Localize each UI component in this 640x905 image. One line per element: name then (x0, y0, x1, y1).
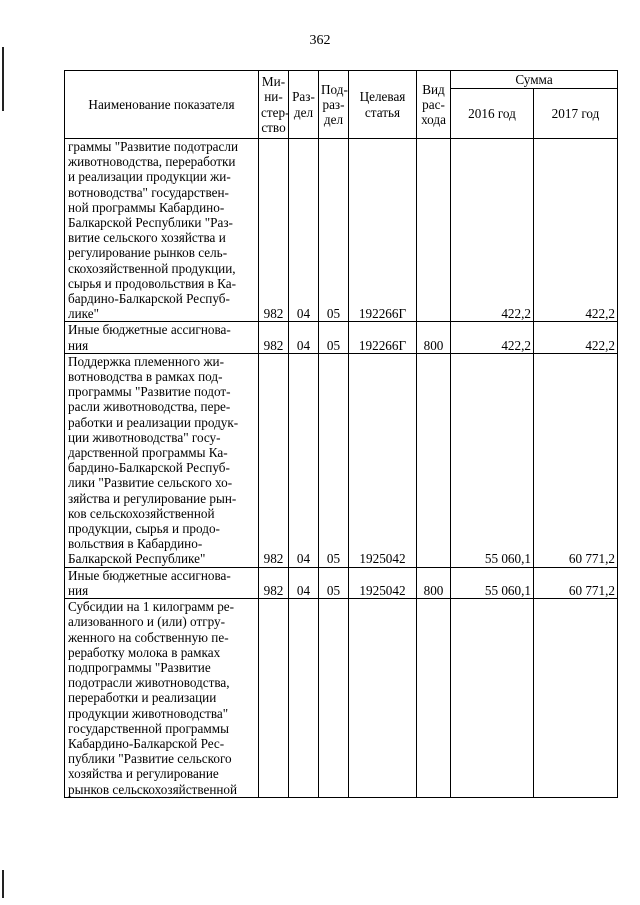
row-sum-2017 (534, 599, 618, 798)
col-header-ministry: Ми- ни- стер- ство (259, 71, 289, 139)
row-sum-2017: 422,2 (534, 322, 618, 353)
row-section (289, 599, 319, 798)
col-header-expense-type: Вид рас- хода (417, 71, 451, 139)
row-name: граммы "Развитие подотрасли животноводства, переработки и реализации продукции жи- вотноводства" государствен- ной программы Кабардино- Балкарской Республики "Раз- витие сельского хозяйства и регулирование рынков сель- скохозяйственной продукции, сырья и продовольствия в Ка- бардино-Балкарской Респуб- лике" (65, 139, 259, 322)
row-target: 1925042 (349, 353, 417, 567)
row-expense-type (417, 353, 451, 567)
col-header-2017: 2017 год (534, 89, 618, 139)
row-name: Поддержка племенного жи- вотноводства в рамках под- программы "Развитие подот- расли животноводства, пере- работки и реализации продук- ции животноводства" госу- дарственной программы Ка- бардино-Балкарской Респуб- лики "Развитие сельского хо- зяйства и регулирование рын- ков сельскохозяйственной продукции, сырья и продо- вольствия в Кабардино- Балкарской Республике" (65, 353, 259, 567)
row-section: 04 (289, 139, 319, 322)
row-name: Иные бюджетные ассигнова- ния (65, 567, 259, 598)
row-expense-type: 800 (417, 567, 451, 598)
row-target: 192266Г (349, 322, 417, 353)
budget-table (64, 70, 618, 798)
row-target (349, 599, 417, 798)
row-ministry: 982 (259, 322, 289, 353)
row-subsection: 05 (319, 139, 349, 322)
table-row (65, 353, 618, 567)
row-ministry: 982 (259, 139, 289, 322)
margin-mark-bottom (2, 870, 4, 898)
row-target: 192266Г (349, 139, 417, 322)
col-header-sum: Сумма (451, 71, 618, 89)
col-header-name: Наименование показателя (65, 71, 259, 139)
table-row (65, 322, 618, 353)
row-sum-2017: 60 771,2 (534, 567, 618, 598)
row-sum-2016: 422,2 (451, 139, 534, 322)
row-expense-type (417, 139, 451, 322)
col-header-target: Целевая статья (349, 71, 417, 139)
row-subsection: 05 (319, 353, 349, 567)
row-sum-2016: 55 060,1 (451, 353, 534, 567)
row-sum-2017: 422,2 (534, 139, 618, 322)
row-ministry (259, 599, 289, 798)
table-row (65, 567, 618, 598)
row-subsection (319, 599, 349, 798)
table-row (65, 139, 618, 322)
row-name: Иные бюджетные ассигнова- ния (65, 322, 259, 353)
margin-mark-top (2, 47, 4, 111)
row-target: 1925042 (349, 567, 417, 598)
row-section: 04 (289, 353, 319, 567)
row-subsection: 05 (319, 567, 349, 598)
col-header-subsection: Под- раз- дел (319, 71, 349, 139)
row-expense-type (417, 599, 451, 798)
row-subsection: 05 (319, 322, 349, 353)
page-number: 362 (309, 33, 331, 48)
row-section: 04 (289, 567, 319, 598)
table-row (65, 599, 618, 798)
row-expense-type: 800 (417, 322, 451, 353)
row-section: 04 (289, 322, 319, 353)
row-name: Субсидии на 1 килограмм ре- ализованного и (или) отгру- женного на собственную пе- реработку молока в рамках подпрограммы "Развитие подотрасли животноводства, переработки и реализации продукции животноводства" государственной программы Кабардино-Балкарской Рес- публики "Развитие сельского хозяйства и регулирование рынков сельскохозяйственной (65, 599, 259, 798)
row-sum-2017: 60 771,2 (534, 353, 618, 567)
row-sum-2016 (451, 599, 534, 798)
row-sum-2016: 55 060,1 (451, 567, 534, 598)
col-header-section: Раз- дел (289, 71, 319, 139)
row-sum-2016: 422,2 (451, 322, 534, 353)
row-ministry: 982 (259, 353, 289, 567)
col-header-2016: 2016 год (451, 89, 534, 139)
row-ministry: 982 (259, 567, 289, 598)
